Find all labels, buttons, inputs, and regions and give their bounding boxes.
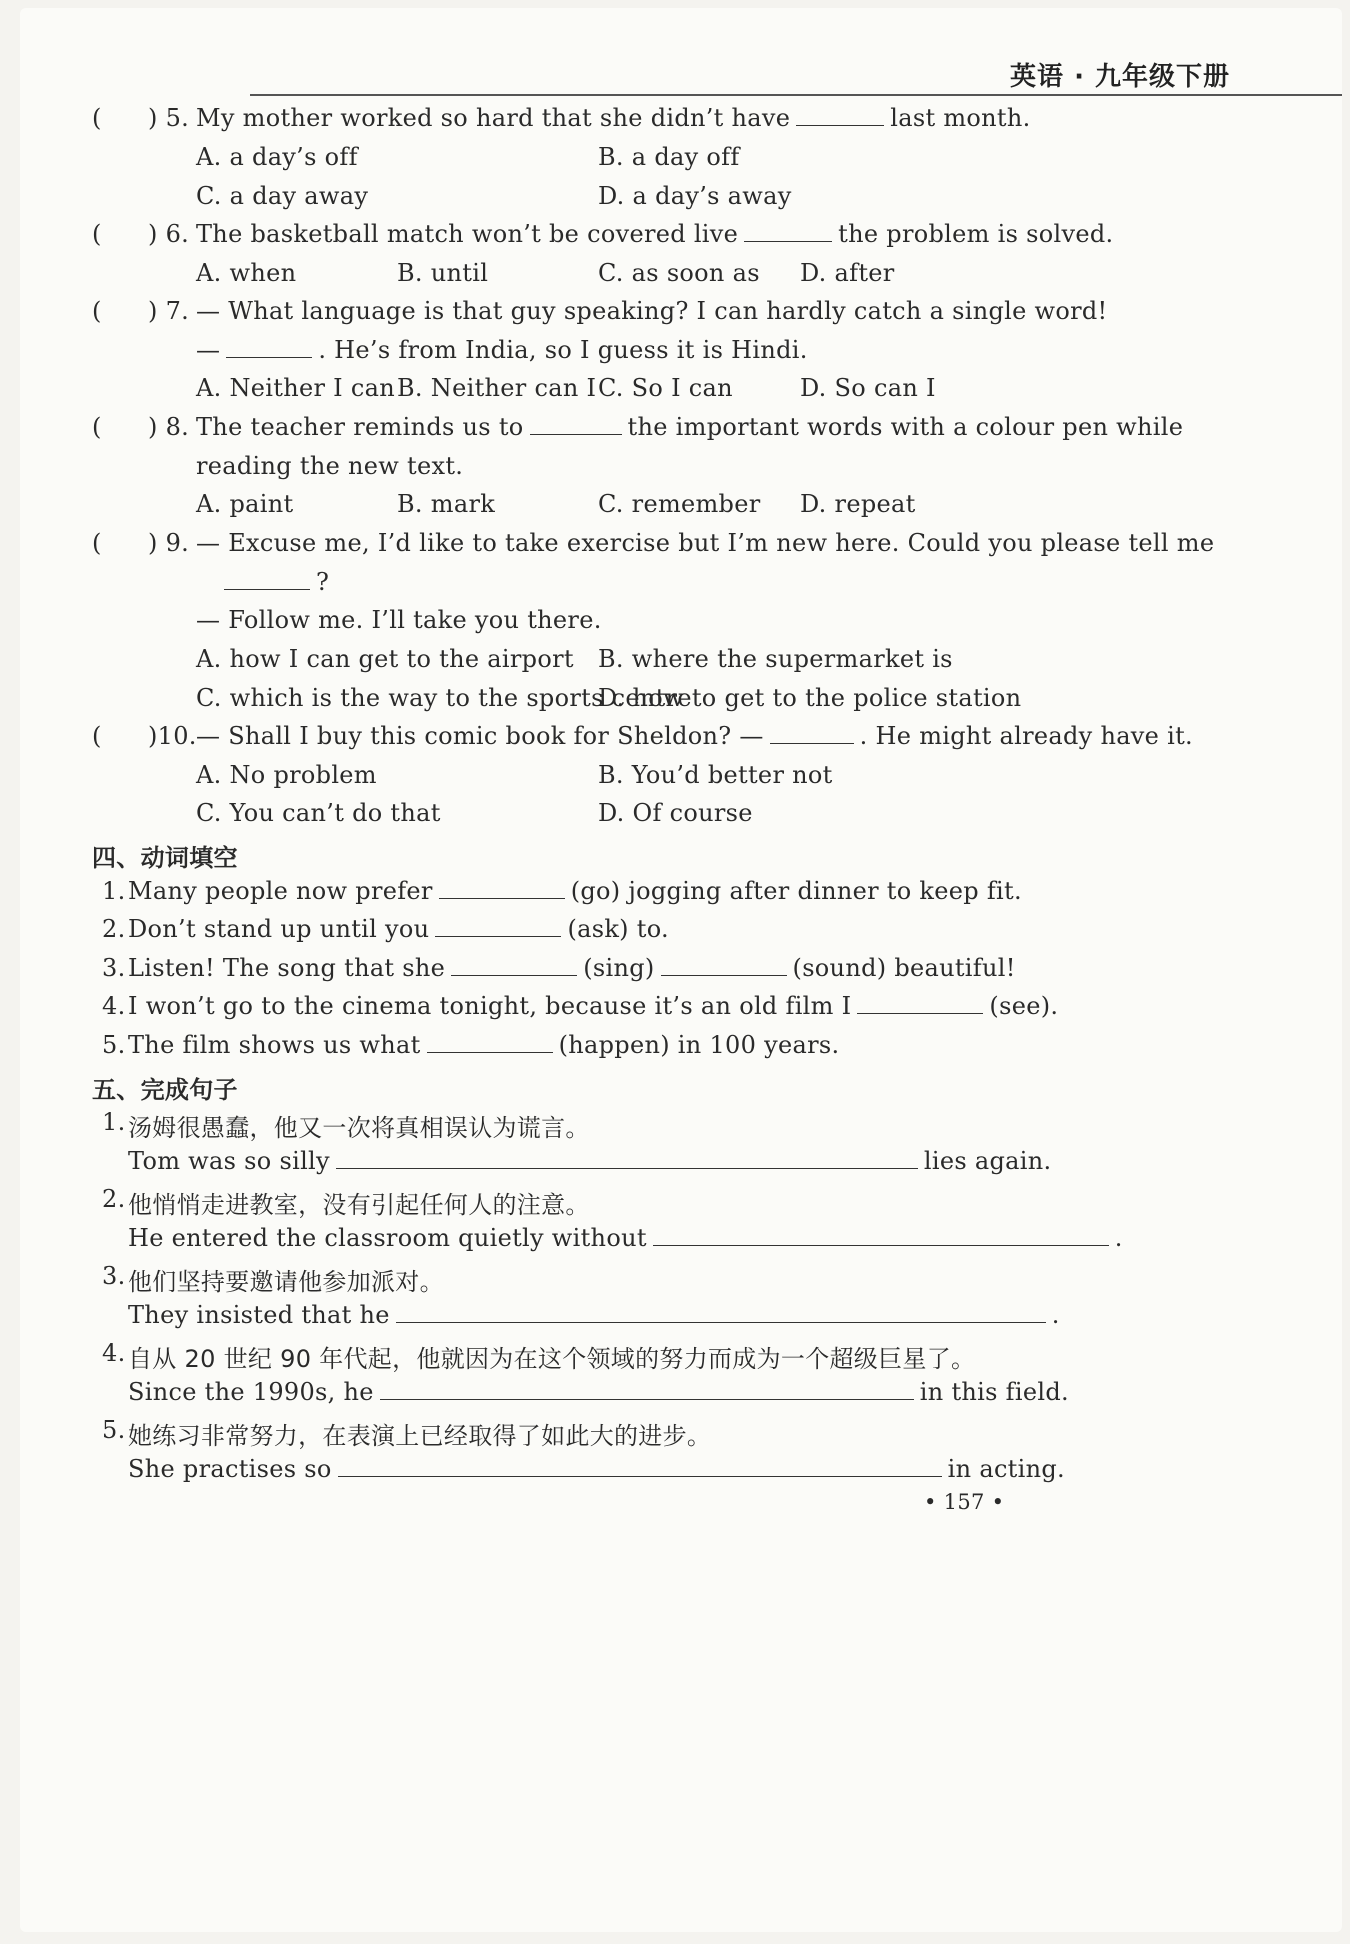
translation-line: Since the 1990s, he in this field. — [128, 1378, 1069, 1406]
option-d: D. a day’s away — [598, 182, 792, 210]
answer-paren[interactable]: ( — [92, 297, 102, 325]
answer-blank[interactable] — [744, 221, 832, 242]
answer-blank[interactable] — [336, 1148, 918, 1169]
answer-blank[interactable] — [427, 1032, 553, 1053]
answer-blank[interactable] — [857, 993, 983, 1014]
answer-blank[interactable] — [226, 337, 312, 358]
question-number: ) 7. — [148, 297, 190, 325]
option-c: C. which is the way to the sports centre — [196, 684, 692, 712]
option-a: A. when — [196, 259, 297, 287]
answer-blank[interactable] — [380, 1379, 914, 1400]
item-number: 1. — [102, 1108, 126, 1136]
option-b: B. where the supermarket is — [598, 645, 953, 673]
page-number: • 157 • — [924, 1490, 1005, 1514]
option-b: B. until — [397, 259, 489, 287]
translation-line: Tom was so silly lies again. — [128, 1147, 1052, 1175]
answer-paren[interactable]: ( — [92, 722, 102, 750]
chinese-prompt: 汤姆很愚蠢，他又一次将真相误认为谎言。 — [128, 1114, 590, 1142]
question-number: ) 6. — [148, 220, 190, 248]
option-a: A. paint — [196, 490, 294, 518]
answer-blank[interactable] — [661, 955, 787, 976]
chinese-prompt: 自从 20 世纪 90 年代起，他就因为在这个领域的努力而成为一个超级巨星了。 — [128, 1345, 976, 1373]
answer-blank[interactable] — [396, 1302, 1046, 1323]
option-c: C. So I can — [598, 374, 733, 402]
header-title: 英语 · 九年级下册 — [1010, 62, 1230, 92]
fill-in-sentence: Listen! The song that she (sing) (sound) beautiful! — [128, 954, 1016, 982]
question-number: ) 9. — [148, 529, 190, 557]
option-a: A. Neither I can — [196, 374, 395, 402]
fill-in-sentence: The film shows us what (happen) in 100 years. — [128, 1031, 840, 1059]
option-b: B. You’d better not — [598, 761, 833, 789]
item-number: 4. — [102, 992, 126, 1020]
translation-line: She practises so in acting. — [128, 1455, 1065, 1483]
option-c: C. a day away — [196, 182, 369, 210]
section-title: 四、动词填空 — [92, 844, 238, 872]
option-b: B. a day off — [598, 143, 740, 171]
option-b: B. Neither can I — [397, 374, 597, 402]
item-number: 5. — [102, 1416, 126, 1444]
option-d: D. how to get to the police station — [598, 684, 1022, 712]
item-number: 3. — [102, 954, 126, 982]
item-number: 5. — [102, 1031, 126, 1059]
option-c: C. You can’t do that — [196, 799, 441, 827]
fill-in-sentence: Don’t stand up until you (ask) to. — [128, 915, 669, 943]
option-c: C. remember — [598, 490, 761, 518]
answer-blank[interactable] — [451, 955, 577, 976]
question-number: )10. — [148, 722, 197, 750]
question-number: ) 5. — [148, 104, 190, 132]
item-number: 2. — [102, 915, 126, 943]
translation-line: He entered the classroom quietly without . — [128, 1224, 1123, 1252]
item-number: 2. — [102, 1185, 126, 1213]
question-stem: — What language is that guy speaking? I can hardly catch a single word! — [196, 297, 1108, 325]
option-d: D. Of course — [598, 799, 753, 827]
translation-line: They insisted that he . — [128, 1301, 1060, 1329]
item-number: 3. — [102, 1262, 126, 1290]
question-stem: — Excuse me, I’d like to take exercise but I’m new here. Could you please tell me — [196, 529, 1215, 557]
dialogue-line: — . He’s from India, so I guess it is Hindi. — [196, 336, 808, 364]
option-d: D. repeat — [800, 490, 916, 518]
answer-blank[interactable] — [530, 414, 622, 435]
item-number: 4. — [102, 1339, 126, 1367]
fill-in-sentence: I won’t go to the cinema tonight, because it’s an old film I (see). — [128, 992, 1059, 1020]
item-number: 1. — [102, 877, 126, 905]
question-stem: — Shall I buy this comic book for Sheldon? — . He might already have it. — [196, 722, 1193, 750]
option-d: D. after — [800, 259, 895, 287]
fill-in-sentence: Many people now prefer (go) jogging after dinner to keep fit. — [128, 877, 1022, 905]
header-rule — [250, 94, 1342, 96]
answer-paren[interactable]: ( — [92, 104, 102, 132]
answer-paren[interactable]: ( — [92, 413, 102, 441]
option-a: A. No problem — [196, 761, 377, 789]
answer-blank[interactable] — [439, 878, 565, 899]
answer-blank[interactable] — [224, 569, 310, 590]
question-number: ) 8. — [148, 413, 190, 441]
answer-paren[interactable]: ( — [92, 220, 102, 248]
chinese-prompt: 他悄悄走进教室，没有引起任何人的注意。 — [128, 1191, 590, 1219]
option-c: C. as soon as — [598, 259, 760, 287]
answer-blank[interactable] — [338, 1456, 942, 1477]
answer-blank[interactable] — [435, 916, 561, 937]
chinese-prompt: 他们坚持要邀请他参加派对。 — [128, 1268, 444, 1296]
option-a: A. a day’s off — [196, 143, 358, 171]
dialogue-line: — Follow me. I’ll take you there. — [196, 606, 602, 634]
question-stem: The teacher reminds us to the important words with a colour pen while — [196, 413, 1184, 441]
question-stem-cont: reading the new text. — [196, 452, 464, 480]
answer-blank[interactable] — [770, 723, 854, 744]
question-stem: My mother worked so hard that she didn’t have last month. — [196, 104, 1031, 132]
question-stem: The basketball match won’t be covered live the problem is solved. — [196, 220, 1114, 248]
section-title: 五、完成句子 — [92, 1076, 238, 1104]
question-stem-cont: ? — [196, 568, 329, 596]
option-d: D. So can I — [800, 374, 936, 402]
answer-blank[interactable] — [653, 1225, 1109, 1246]
option-a: A. how I can get to the airport — [196, 645, 574, 673]
option-b: B. mark — [397, 490, 496, 518]
chinese-prompt: 她练习非常努力，在表演上已经取得了如此大的进步。 — [128, 1422, 712, 1450]
answer-blank[interactable] — [796, 105, 884, 126]
answer-paren[interactable]: ( — [92, 529, 102, 557]
